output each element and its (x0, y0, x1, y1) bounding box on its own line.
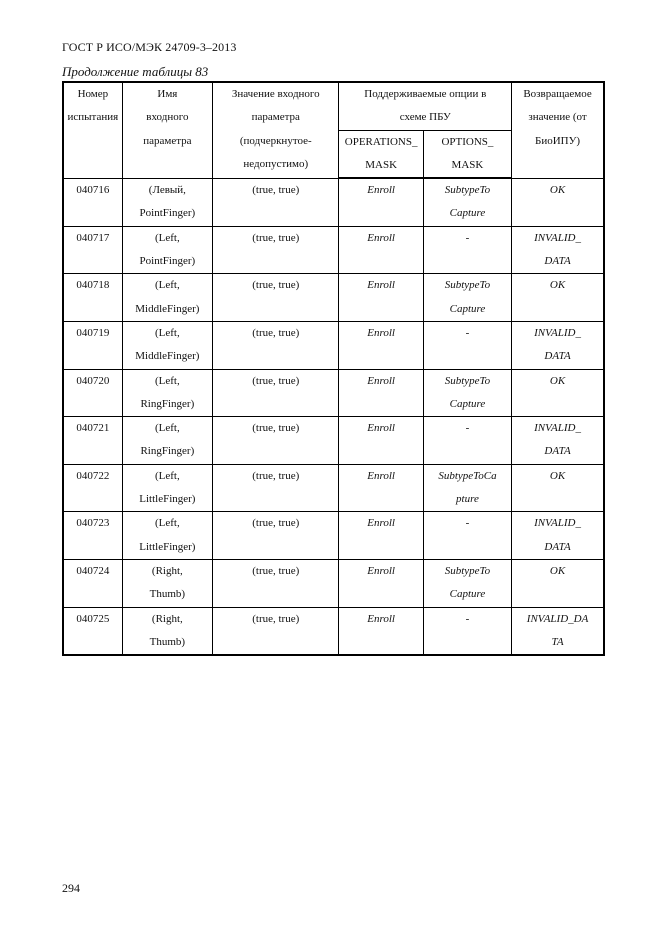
cell-line: PointFinger) (139, 206, 196, 219)
cell-line: (Left, (155, 279, 180, 292)
cell-line: (Left, (155, 517, 180, 530)
cell-line: Имя (157, 88, 178, 100)
cell-line: (true, true) (252, 279, 300, 292)
cell-line: Номер (77, 88, 109, 100)
table-row (63, 464, 604, 512)
cell-line: 040720 (76, 374, 110, 387)
cell-line: - (465, 422, 470, 435)
cell-input-name (122, 226, 212, 274)
cell-line: Capture (449, 302, 486, 315)
cell-line: Capture (449, 588, 486, 601)
cell-line: Значение входного (231, 88, 320, 100)
cell-return-value (512, 559, 604, 607)
cell-line: Capture (449, 207, 486, 220)
cell-line: (Left, (155, 422, 180, 435)
cell-test-number (63, 417, 122, 465)
cell-line: DATA (544, 255, 571, 268)
cell-line: параметра (143, 134, 192, 147)
cell-input-value (213, 178, 339, 226)
header-return-value (512, 82, 604, 178)
cell-input-value (213, 417, 339, 465)
cell-options-mask (423, 464, 511, 512)
cell-options-mask (423, 559, 511, 607)
cell-operations-mask (339, 512, 423, 560)
header-test-number (63, 82, 122, 178)
cell-operations-mask (339, 226, 423, 274)
cell-input-name (122, 464, 212, 512)
cell-line: INVALID_DA (526, 612, 589, 625)
cell-operations-mask (339, 464, 423, 512)
table-row (63, 226, 604, 274)
cell-line: DATA (544, 350, 571, 363)
cell-line: - (465, 231, 470, 244)
table-row (63, 369, 604, 417)
cell-line: (true, true) (252, 326, 300, 339)
cell-line: OK (549, 564, 566, 577)
cell-test-number (63, 226, 122, 274)
header-supported-options (339, 82, 512, 130)
cell-operations-mask (339, 607, 423, 655)
cell-line: OK (549, 183, 566, 196)
cell-line: pture (456, 493, 479, 506)
header-input-name (122, 82, 212, 178)
cell-operations-mask (339, 274, 423, 322)
cell-operations-mask (339, 559, 423, 607)
cell-line: (Left, (155, 326, 180, 339)
page-number: 294 (62, 881, 80, 895)
cell-line: (Right, (151, 564, 183, 577)
cell-line: 040724 (76, 564, 110, 577)
cell-line: - (465, 612, 470, 625)
cell-options-mask (423, 321, 511, 369)
cell-line: Capture (449, 397, 486, 410)
cell-line: Enroll (367, 564, 395, 577)
cell-line: схеме ПБУ (399, 111, 451, 124)
table-row (63, 321, 604, 369)
cell-line: (true, true) (252, 564, 300, 577)
cell-line: (true, true) (252, 231, 300, 244)
cell-line: INVALID_ (534, 422, 581, 435)
cell-line: Enroll (367, 469, 395, 482)
cell-line: SubtypeTo (444, 374, 491, 387)
cell-test-number (63, 321, 122, 369)
cell-test-number (63, 274, 122, 322)
cell-line: (true, true) (252, 517, 300, 530)
cell-line: Enroll (367, 612, 395, 625)
cell-line: 040725 (76, 612, 110, 625)
cell-line: PointFinger) (139, 255, 196, 268)
cell-return-value (512, 178, 604, 226)
cell-line: RingFinger) (140, 397, 195, 410)
cell-input-value (213, 512, 339, 560)
cell-line: Enroll (367, 184, 395, 197)
header-operations-mask (339, 130, 423, 178)
cell-line: входного (146, 111, 189, 124)
cell-test-number (63, 178, 122, 226)
cell-operations-mask (339, 321, 423, 369)
cell-input-value (213, 559, 339, 607)
cell-line: Thumb) (149, 588, 186, 601)
cell-input-name (122, 559, 212, 607)
table-caption: Продолжение таблицы 83 (62, 64, 209, 79)
cell-input-name (122, 274, 212, 322)
cell-return-value (512, 226, 604, 274)
cell-line: (true, true) (252, 183, 300, 196)
cell-test-number (63, 607, 122, 655)
cell-input-value (213, 321, 339, 369)
cell-line: - (465, 517, 470, 530)
cell-line: SubtypeTo (444, 564, 491, 577)
cell-line: (подчеркнутое- (239, 134, 312, 147)
cell-input-name (122, 417, 212, 465)
document-header: ГОСТ Р ИСО/МЭК 24709-3–2013 (62, 40, 237, 54)
cell-line: LittleFinger) (139, 493, 196, 506)
header-options-mask (423, 130, 511, 178)
cell-line: (true, true) (252, 374, 300, 387)
cell-test-number (63, 559, 122, 607)
cell-line: MiddleFinger) (135, 302, 200, 315)
cell-options-mask (423, 274, 511, 322)
cell-line: 040722 (76, 469, 110, 482)
cell-line: недопустимо) (243, 157, 309, 170)
cell-test-number (63, 464, 122, 512)
cell-line: 040716 (76, 183, 110, 196)
cell-line: INVALID_ (534, 517, 581, 530)
table-row (63, 178, 604, 226)
cell-line: Поддерживаемые опции в (364, 88, 487, 100)
cell-options-mask (423, 178, 511, 226)
cell-line: (Right, (151, 612, 183, 625)
cell-return-value (512, 464, 604, 512)
cell-line: 040717 (76, 231, 110, 244)
cell-test-number (63, 512, 122, 560)
cell-return-value (512, 274, 604, 322)
cell-input-name (122, 512, 212, 560)
cell-line: INVALID_ (534, 326, 581, 339)
cell-line: (Left, (155, 374, 180, 387)
cell-input-value (213, 607, 339, 655)
cell-return-value (512, 369, 604, 417)
cell-line: Thumb) (149, 635, 186, 648)
cell-line: (Left, (155, 469, 180, 482)
cell-line: OPERATIONS_ (344, 135, 418, 148)
cell-operations-mask (339, 178, 423, 226)
cell-options-mask (423, 417, 511, 465)
cell-input-value (213, 226, 339, 274)
cell-input-value (213, 369, 339, 417)
cell-line: 040723 (76, 517, 110, 530)
cell-options-mask (423, 512, 511, 560)
cell-line: MASK (365, 158, 398, 171)
table-row (63, 417, 604, 465)
table-row (63, 607, 604, 655)
table-row (63, 274, 604, 322)
cell-line: 040718 (76, 279, 110, 292)
cell-return-value (512, 607, 604, 655)
cell-line: OK (549, 469, 566, 482)
cell-line: OK (549, 279, 566, 292)
cell-line: RingFinger) (140, 445, 195, 458)
cell-line: SubtypeTo (444, 279, 491, 292)
cell-line: INVALID_ (534, 231, 581, 244)
cell-options-mask (423, 607, 511, 655)
cell-input-name (122, 178, 212, 226)
cell-line: OPTIONS_ (441, 135, 494, 148)
table-row (63, 559, 604, 607)
cell-input-name (122, 369, 212, 417)
cell-test-number (63, 369, 122, 417)
cell-line: 040719 (76, 326, 110, 339)
cell-input-value (213, 274, 339, 322)
cell-line: Enroll (367, 517, 395, 530)
cell-line: - (465, 326, 470, 339)
cell-line: SubtypeToCa (438, 469, 497, 482)
cell-options-mask (423, 226, 511, 274)
cell-line: LittleFinger) (139, 540, 196, 553)
cell-return-value (512, 321, 604, 369)
cell-line: (true, true) (252, 469, 300, 482)
cell-line: Enroll (367, 422, 395, 435)
cell-line: Enroll (367, 231, 395, 244)
cell-line: Enroll (367, 326, 395, 339)
cell-line: значение (от (528, 111, 587, 124)
cell-line: SubtypeTo (444, 184, 491, 197)
cell-line: Возвращаемое (523, 88, 592, 100)
cell-line: Enroll (367, 374, 395, 387)
cell-operations-mask (339, 417, 423, 465)
header-input-value (213, 82, 339, 178)
cell-options-mask (423, 369, 511, 417)
cell-line: DATA (544, 540, 571, 553)
cell-line: параметра (251, 111, 300, 124)
test-table (62, 81, 605, 656)
cell-input-name (122, 607, 212, 655)
cell-line: (true, true) (252, 422, 300, 435)
cell-input-value (213, 464, 339, 512)
cell-line: MASK (451, 158, 484, 171)
cell-operations-mask (339, 369, 423, 417)
cell-line: Enroll (367, 279, 395, 292)
cell-return-value (512, 512, 604, 560)
cell-line: 040721 (76, 422, 110, 435)
cell-line: OK (549, 374, 566, 387)
cell-line: (true, true) (252, 612, 300, 625)
cell-return-value (512, 417, 604, 465)
cell-line: MiddleFinger) (135, 350, 200, 363)
cell-line: TA (551, 635, 564, 648)
cell-line: испытания (67, 111, 119, 124)
cell-line: (Левый, (148, 183, 186, 196)
cell-line: DATA (544, 445, 571, 458)
cell-line: (Left, (155, 231, 180, 244)
cell-line: БиоИПУ) (535, 134, 581, 147)
cell-input-name (122, 321, 212, 369)
table-row (63, 512, 604, 560)
